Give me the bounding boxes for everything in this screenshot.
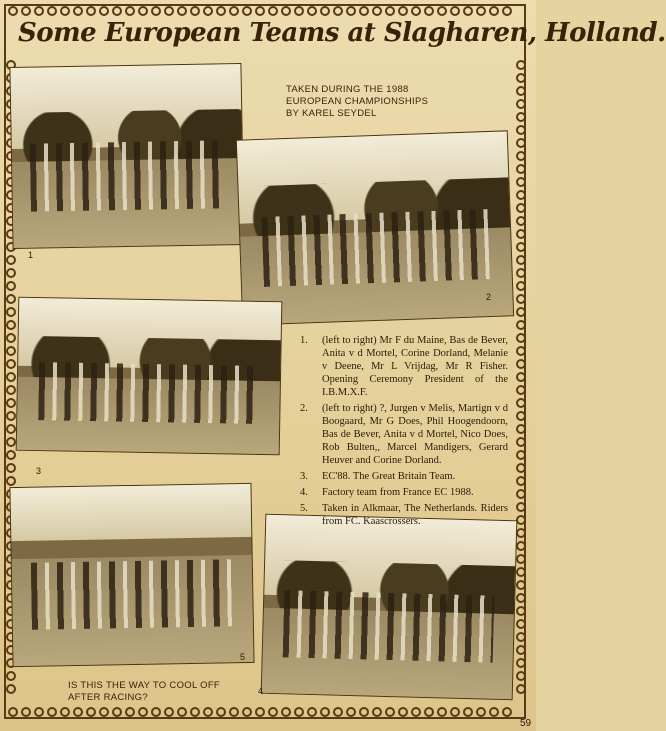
border-ring [307,707,317,717]
border-ring [516,476,526,486]
photo-5-ice-cream-bikes [10,484,253,666]
border-ring [516,489,526,499]
border-ring [229,707,239,717]
caption-item [300,470,508,483]
caption-item [300,502,508,528]
border-ring [8,6,18,16]
border-ring [516,437,526,447]
border-ring [502,6,512,16]
border-ring [6,359,16,369]
border-ring [516,515,526,525]
border-ring [281,6,291,16]
border-ring [190,6,200,16]
border-ring [8,707,18,717]
border-ring [320,6,330,16]
border-ring [516,632,526,642]
border-ring [516,281,526,291]
border-ring [190,707,200,717]
border-ring [6,281,16,291]
border-ring [516,333,526,343]
border-ring [164,707,174,717]
caption-item [300,402,508,467]
border-ring [516,671,526,681]
page-number: 59 [520,718,532,729]
border-ring [516,125,526,135]
border-ring [73,6,83,16]
border-ring [359,707,369,717]
border-ring [47,6,57,16]
border-ring [489,707,499,717]
border-ring [151,6,161,16]
bottom-ring-border [8,707,515,717]
border-ring [6,684,16,694]
border-ring [476,6,486,16]
border-ring [6,346,16,356]
border-ring [99,707,109,717]
border-ring [333,707,343,717]
border-ring [6,385,16,395]
border-ring [463,6,473,16]
border-ring [164,6,174,16]
border-ring [21,6,31,16]
border-ring [177,707,187,717]
photo-1-number: 1 [28,250,34,260]
border-ring [516,424,526,434]
border-ring [463,707,473,717]
border-ring [516,73,526,83]
border-ring [320,707,330,717]
border-ring [6,255,16,265]
border-ring [346,707,356,717]
caption-text: Factory team from France EC 1988. [322,487,474,498]
border-ring [516,229,526,239]
caption-item [300,334,508,399]
border-ring [516,60,526,70]
bottom-caption [68,680,268,704]
border-ring [333,6,343,16]
border-ring [516,398,526,408]
border-ring [6,437,16,447]
border-ring [6,411,16,421]
caption-text: EC'88. The Great Britain Team. [322,471,456,482]
border-ring [6,476,16,486]
border-ring [6,320,16,330]
border-ring [516,86,526,96]
photo-captions [300,334,508,531]
photo-4-france-factory-team [262,515,517,699]
photo-1-opening-ceremony [10,64,243,248]
photo-credit [286,84,486,120]
border-ring [516,138,526,148]
border-ring [516,112,526,122]
caption-text: Taken in Alkmaar, The Netherlands. Riders from FC. Kaascrossers. [322,503,508,527]
border-ring [411,6,421,16]
border-ring [6,372,16,382]
border-ring [516,203,526,213]
border-ring [6,333,16,343]
photo-5-number: 5 [240,652,246,662]
border-ring [516,242,526,252]
border-ring [21,707,31,717]
border-ring [242,6,252,16]
border-ring [125,6,135,16]
border-ring [516,593,526,603]
credit-line-3: BY KAREL SEYDEL [286,108,377,119]
border-ring [516,372,526,382]
border-ring [516,294,526,304]
border-ring [516,359,526,369]
border-ring [437,707,447,717]
border-ring [516,320,526,330]
border-ring [385,707,395,717]
border-ring [6,268,16,278]
border-ring [346,6,356,16]
border-ring [516,528,526,538]
border-ring [372,6,382,16]
border-ring [516,580,526,590]
border-ring [229,6,239,16]
border-ring [268,707,278,717]
border-ring [73,707,83,717]
border-ring [86,6,96,16]
border-ring [138,6,148,16]
right-ring-border [516,60,526,697]
border-ring [294,707,304,717]
credit-line-1: TAKEN DURING THE 1988 [286,84,409,95]
border-ring [6,294,16,304]
border-ring [34,707,44,717]
border-ring [516,151,526,161]
photo-3-great-britain-team [17,298,282,455]
border-ring [255,707,265,717]
border-ring [516,411,526,421]
border-ring [6,671,16,681]
border-ring [516,450,526,460]
border-ring [516,255,526,265]
border-ring [125,707,135,717]
border-ring [281,707,291,717]
photo-2-number: 2 [486,292,492,302]
border-ring [476,707,486,717]
caption-number: 2. [300,403,308,414]
border-ring [60,6,70,16]
border-ring [307,6,317,16]
border-ring [437,6,447,16]
border-ring [216,707,226,717]
border-ring [516,463,526,473]
border-ring [516,99,526,109]
border-ring [516,606,526,616]
caption-item [300,486,508,499]
caption-text: (left to right) Mr F du Maine, Bas de Bever, Anita v d Mortel, Corine Dorland, Melanie v Deene, Mr L Vrijdag, Mr R Fisher. Opening Ceremony President of the I.B.M.X.F. [322,335,508,398]
caption-number: 1. [300,335,308,346]
bottom-caption-line-1: IS THIS THE WAY TO COOL OFF [68,680,221,691]
border-ring [516,177,526,187]
border-ring [489,6,499,16]
border-ring [516,502,526,512]
photo-4-number: 4 [258,686,264,696]
top-ring-border [8,6,515,16]
border-ring [516,619,526,629]
border-ring [177,6,187,16]
border-ring [47,707,57,717]
border-ring [203,707,213,717]
caption-number: 5. [300,503,308,514]
border-ring [516,190,526,200]
border-ring [372,707,382,717]
border-ring [424,6,434,16]
caption-text: (left to right) ?, Jurgen v Melis, Martign v d Boogaard, Mr G Does, Phil Hoogendoorn, Bas de Bever, Anita v d Mortel, Nico Does, Rob Bulten,, Marcel Mandigers, Gerard Heuver and Corine Dorland. [322,403,508,466]
border-ring [6,307,16,317]
border-ring [516,307,526,317]
border-ring [112,707,122,717]
border-ring [516,268,526,278]
border-ring [385,6,395,16]
border-ring [6,450,16,460]
border-ring [138,707,148,717]
border-ring [6,398,16,408]
photo-2-team-with-bikes [237,131,513,324]
border-ring [216,6,226,16]
border-ring [516,216,526,226]
credit-line-2: EUROPEAN CHAMPIONSHIPS [286,96,429,107]
border-ring [516,346,526,356]
border-ring [516,645,526,655]
border-ring [502,707,512,717]
border-ring [516,164,526,174]
page-title: Some European Teams at Slagharen, Holland. [18,18,666,48]
border-ring [151,707,161,717]
border-ring [268,6,278,16]
border-ring [112,6,122,16]
bottom-caption-line-2: AFTER RACING? [68,692,148,703]
border-ring [516,554,526,564]
border-ring [203,6,213,16]
border-ring [424,707,434,717]
caption-number: 3. [300,471,308,482]
border-ring [6,463,16,473]
border-ring [255,6,265,16]
border-ring [60,707,70,717]
border-ring [99,6,109,16]
border-ring [516,658,526,668]
border-ring [411,707,421,717]
border-ring [294,6,304,16]
border-ring [516,541,526,551]
caption-number: 4. [300,487,308,498]
border-ring [359,6,369,16]
border-ring [450,707,460,717]
border-ring [242,707,252,717]
border-ring [6,424,16,434]
border-ring [398,707,408,717]
border-ring [516,567,526,577]
border-ring [516,684,526,694]
border-ring [398,6,408,16]
photo-3-number: 3 [36,466,42,476]
border-ring [86,707,96,717]
border-ring [516,385,526,395]
border-ring [450,6,460,16]
border-ring [34,6,44,16]
